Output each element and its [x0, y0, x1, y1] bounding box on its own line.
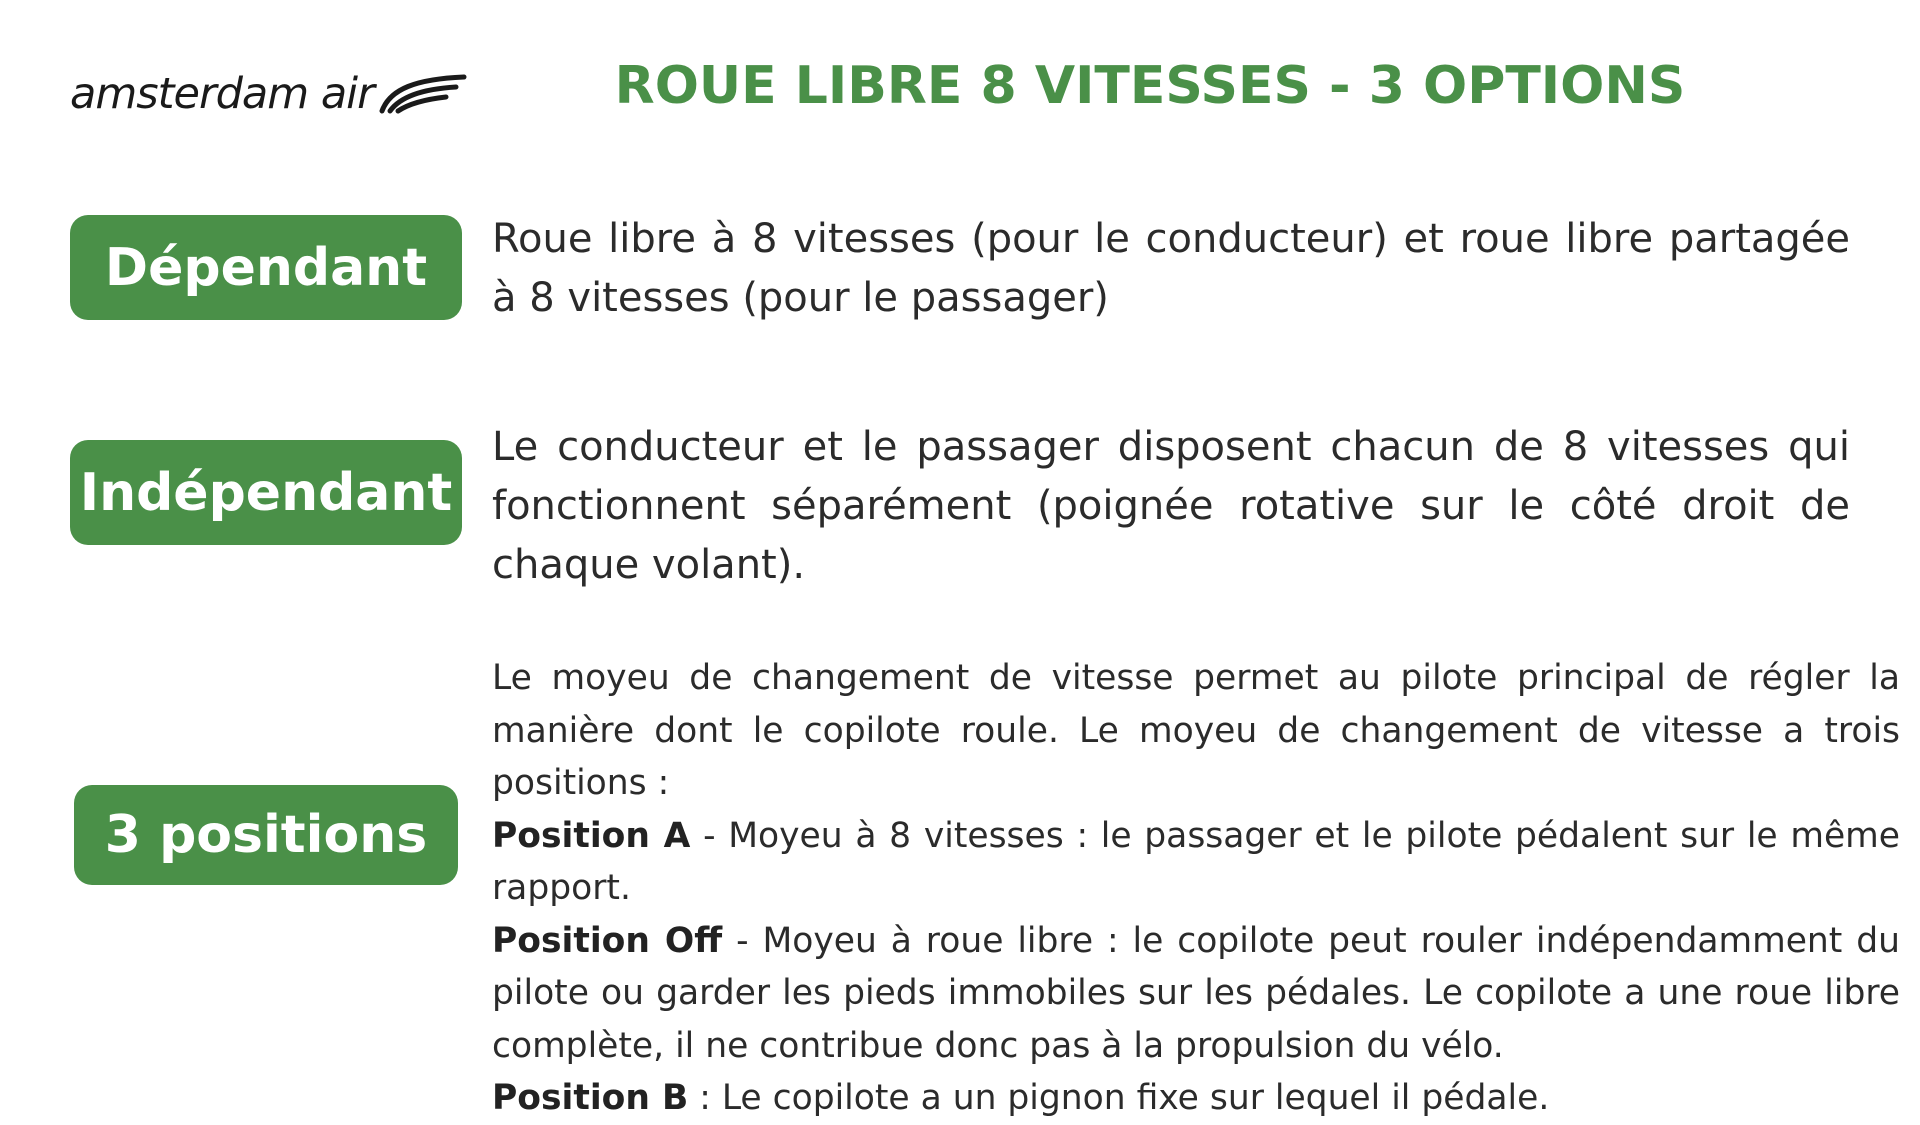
position-b-separator: :: [688, 1078, 722, 1118]
option-badge-3-positions: 3 positions: [74, 785, 458, 885]
option-description-dependant: Roue libre à 8 vitesses (pour le conducteur) et roue libre partagée à 8 vitesses (pour le passager): [492, 216, 1850, 321]
position-off-text: Moyeu à roue libre : le copilote peut rouler indépendamment du pilote ou garder les pieds immobiles sur les pédales. Le copilote a une roue libre complète, il ne contribue donc pas à la propulsion du vélo.: [492, 920, 1901, 1066]
position-b-name: Position B: [492, 1078, 689, 1118]
brand-logo: [70, 64, 466, 124]
position-off-name: Position Off: [492, 920, 723, 961]
position-b-text: Le copilote a un pignon fixe sur lequel il pédale.: [721, 1078, 1550, 1118]
position-a-name: Position A: [492, 815, 691, 856]
position-a: [492, 810, 1900, 915]
position-off-separator: -: [722, 920, 763, 961]
page-title: ROUE LIBRE 8 VITESSES - 3 OPTIONS: [614, 56, 1686, 116]
position-a-separator: -: [690, 815, 729, 856]
logo-swoosh-icon: [376, 71, 466, 117]
position-off: [492, 915, 1900, 1073]
option-description-independant: Le conducteur et le passager disposent chacun de 8 vitesses qui fonctionnent séparément (poignée rotative sur le côté droit de chaque volant).: [492, 424, 1850, 588]
option-badge-dependant: Dépendant: [70, 215, 462, 320]
option-badge-independant: Indépendant: [70, 440, 462, 545]
position-b: [492, 1072, 1900, 1125]
positions-intro: Le moyeu de changement de vitesse permet au pilote principal de régler la manière dont le copilote roule. Le moyeu de changement de vitesse a trois positions :: [492, 658, 1900, 803]
logo-text: amsterdam air: [70, 69, 374, 119]
option-description-3-positions: [492, 652, 1900, 1125]
position-a-text: Moyeu à 8 vitesses : le passager et le pilote pédalent sur le même rapport.: [492, 815, 1901, 908]
